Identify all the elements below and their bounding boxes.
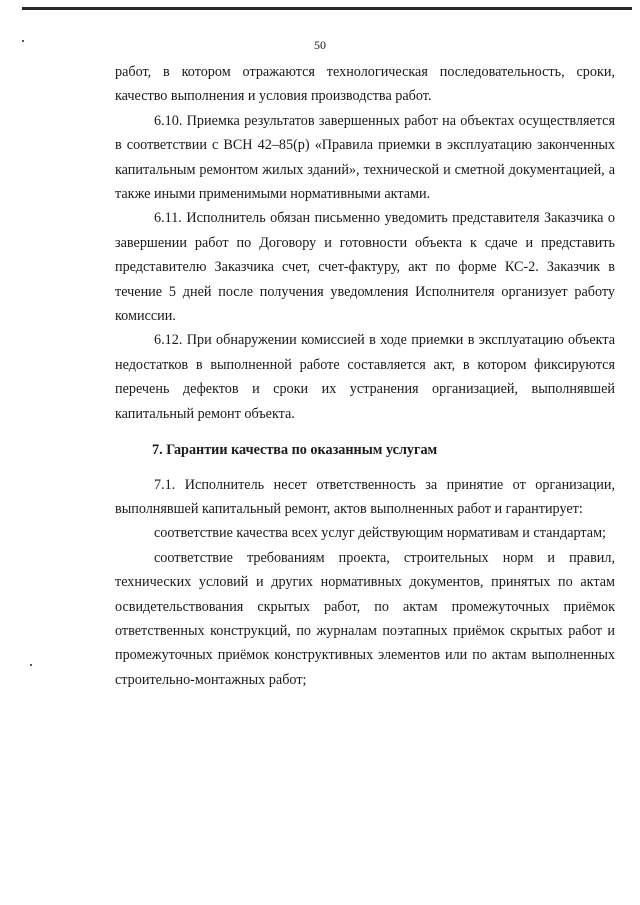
section-7-heading: 7. Гарантии качества по оказанным услугам (152, 442, 438, 459)
guarantee-item: соответствие требованиям проекта, строительных норм и правил, технических условий и других нормативных документов, принятых по актам освидетельствования скрытых работ, по актам промежуточных приёмок ответственных конструкций, по журналам поэтапных приёмок скрытых работ и промежуточных приёмок конструктивных элементов или по актам выполненных строительно-монтажных работ; (115, 549, 615, 688)
paragraph-6-12: 6.12. При обнаружении комиссией в ходе приемки в эксплуатацию объекта недостатков в выполненной работе составляется акт, в котором фиксируются перечень дефектов и сроки их устранения организацией, выполнявшей капитальный ремонт объекта. (115, 332, 615, 422)
paragraph-6-11: 6.11. Исполнитель обязан письменно уведомить представителя Заказчика о завершении работ по Договору и готовности объекта к сдаче и представить представителю Заказчика счет, счет-фактуру, акт по форме КС-2. Заказчик в течение 5 дней после получения уведомления Исполнителя организует работу комиссии. (115, 210, 615, 325)
paragraph-7-1: 7.1. Исполнитель несет ответственность за принятие от организации, выполнявшей капитальный ремонт, актов выполненных работ и гарантирует: (115, 476, 615, 517)
guarantee-item: соответствие качества всех услуг действующим нормативам и стандартам; (154, 525, 606, 542)
scan-top-border (22, 7, 632, 10)
document-body (115, 60, 615, 692)
paragraph-6-10: 6.10. Приемка результатов завершенных работ на объектах осуществляется в соответствии с ВСН 42–85(р) «Правила приемки в эксплуатацию законченных капитальным ремонтом жилых зданий», технической и сметной документацией, а также иными применимыми нормативными актами. (115, 112, 615, 203)
scan-speck (30, 664, 32, 666)
page-number: 50 (314, 38, 326, 52)
paragraph-continuation: работ, в котором отражаются технологическая последовательность, сроки, качество выполнения и условия производства работ. (115, 64, 615, 105)
